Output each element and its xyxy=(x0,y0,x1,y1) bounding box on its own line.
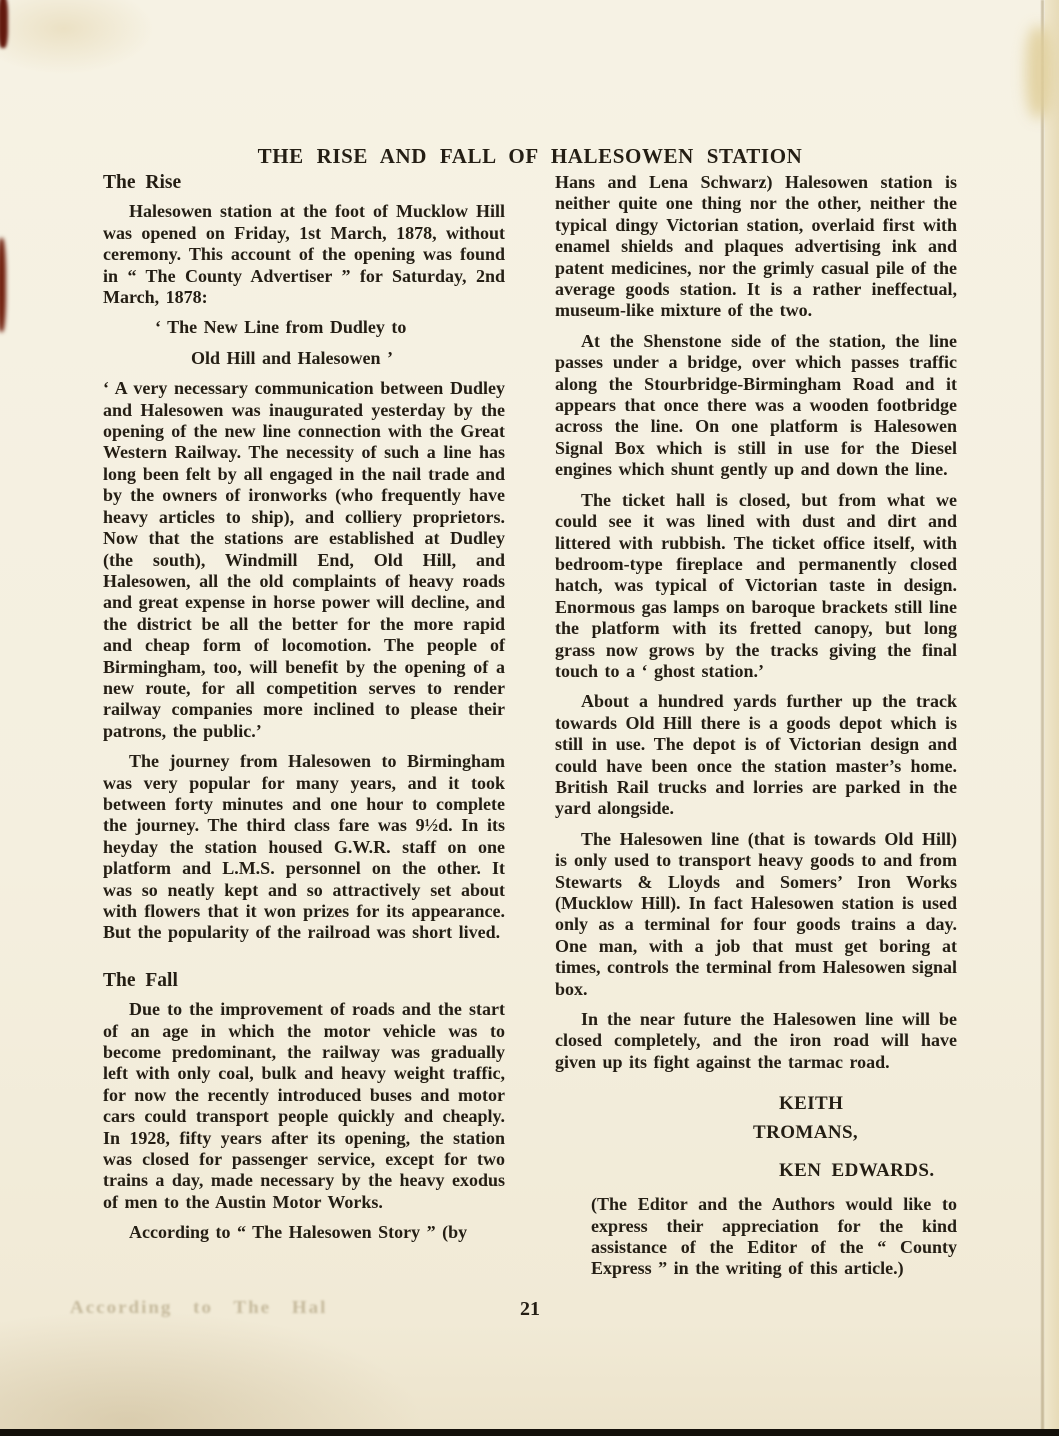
ghost-show-through-text: According to The Hal xyxy=(70,1297,328,1318)
signature-ken-edwards: KEN EDWARDS. xyxy=(779,1160,935,1182)
bottom-scan-strip xyxy=(0,1429,1059,1436)
article-title: THE RISE AND FALL OF HALESOWEN STATION xyxy=(257,144,803,168)
paragraph-goods-depot: About a hundred yards further up the track towards Old Hill there is a goods depot which is still in use. The depot is of Victorian design and could have been once the station master’s home. British Rail trucks and lorries are parked in the yard alongside. xyxy=(555,691,957,819)
paragraph-according: According to “ The Halesowen Story ” (by xyxy=(129,1222,468,1243)
signature-keith-tromans: KEITH TROMANS, xyxy=(753,1093,859,1144)
paragraph-newspaper-quote: ‘ A very necessary communication between Dudley and Halesowen was inaugurated yesterday by the opening of the new line connection with the Great Western Railway. The necessity of such a line has long been felt by all engaged in the nail trade and by the owners of ironworks (who frequently have heavy articles to ship), and colliery proprietors. Now that the stations are established at Dudley (the south), Windmill End, Old Hill, and Halesowen, all the old complaints of heavy roads and great expense in horse power will decline, and the district be all the better for the more rapid and cheap form of locomotion. The people of Birmingham, too, will benefit by the opening of a new route, for all competition serves to render railway companies more inclined to please their patrons, the public.’ xyxy=(103,378,505,741)
signature-block xyxy=(555,1089,957,1185)
paper-stain xyxy=(1026,26,1052,118)
adjacent-page-edge-band xyxy=(1045,0,1059,1436)
scan-mark-top-left xyxy=(0,0,8,48)
quote-line-1: ‘ The New Line from Dudley to xyxy=(155,317,407,338)
section-heading-the-fall: The Fall xyxy=(103,969,178,991)
scan-mark-mid-left xyxy=(0,238,6,332)
paragraph-continuation: Hans and Lena Schwarz) Halesowen station is neither quite one thing nor the other, neither the typical dingy Victorian station, overlaid first with enamel shields and plaques advertising ink and patent medicines, nor the grimly casual pile of the average goods station. It is a rather ineffectual, museum-like mixture of the two. xyxy=(555,172,957,321)
right-column xyxy=(555,172,957,1289)
paragraph-journey: The journey from Halesowen to Birmingham was very popular for many years, and it took between forty minutes and one hour to complete the journey. The third class fare was 9½d. In its heyday the station housed G.W.R. staff on one platform and L.M.S. personnel on the other. It was so neatly kept and so attractively set about with flowers that it won prizes for its appearance. But the popularity of the railroad was short lived. xyxy=(103,751,505,943)
paragraph-future: In the near future the Halesowen line will be closed completely, and the iron road will have given up its fight against the tarmac road. xyxy=(555,1009,957,1072)
paragraph-opening: Halesowen station at the foot of Mucklow Hill was opened on Friday, 1st March, 1878, without ceremony. This account of the opening was found in “ The County Advertiser ” for Saturday, 2nd March, 1878: xyxy=(103,201,505,308)
page-number: 21 xyxy=(520,1298,540,1320)
section-heading-the-rise: The Rise xyxy=(103,172,182,193)
paragraph-ticket-hall: The ticket hall is closed, but from what we could see it was lined with dust and dirt and littered with rubbish. The ticket office itself, with bedroom-type fireplace and permanently closed hatch, was typical of Victorian taste in design. Enormous gas lamps on baroque brackets still line the platform with its fretted canopy, but long grass now grows by the tracks giving the final touch to a ‘ ghost station.’ xyxy=(555,489,957,681)
paragraph-halesowen-line: The Halesowen line (that is towards Old Hill) is only used to transport heavy goods to and from Stewarts & Lloyds and Somers’ Iron Works (Mucklow Hill). In fact Halesowen station is used only as a terminal for four goods trains a day. One man, with a job that must get boring at times, controls the terminal from Halesowen signal box. xyxy=(555,828,957,999)
quote-line-2: Old Hill and Halesowen ’ xyxy=(191,347,394,368)
page-edge-line xyxy=(1041,0,1044,1436)
left-column xyxy=(103,172,505,1253)
paragraph-shenstone: At the Shenstone side of the station, the line passes under a bridge, over which passes traffic along the Stourbridge-Birmingham Road and it appears that once there was a wooden footbridge across the line. On one platform is Halesowen Signal Box which is still in use for the Diesel engines which shunt gently up and down the line. xyxy=(555,330,957,480)
editor-note: (The Editor and the Authors would like to express their appreciation for the kind assistance of the Editor of the “ County Express ” in the writing of this article.) xyxy=(591,1194,957,1279)
paragraph-fall: Due to the improvement of roads and the start of an age in which the motor vehicle was to become predominant, the railway was gradually left with only coal, bulk and heavy weight traffic, for now the recently introduced buses and motor cars could transport people quickly and cheaply. In 1928, fifty years after its opening, the station was closed for passenger service, except for two trains a day, made necessary by the heavy exodus of men to the Austin Motor Works. xyxy=(103,999,505,1212)
